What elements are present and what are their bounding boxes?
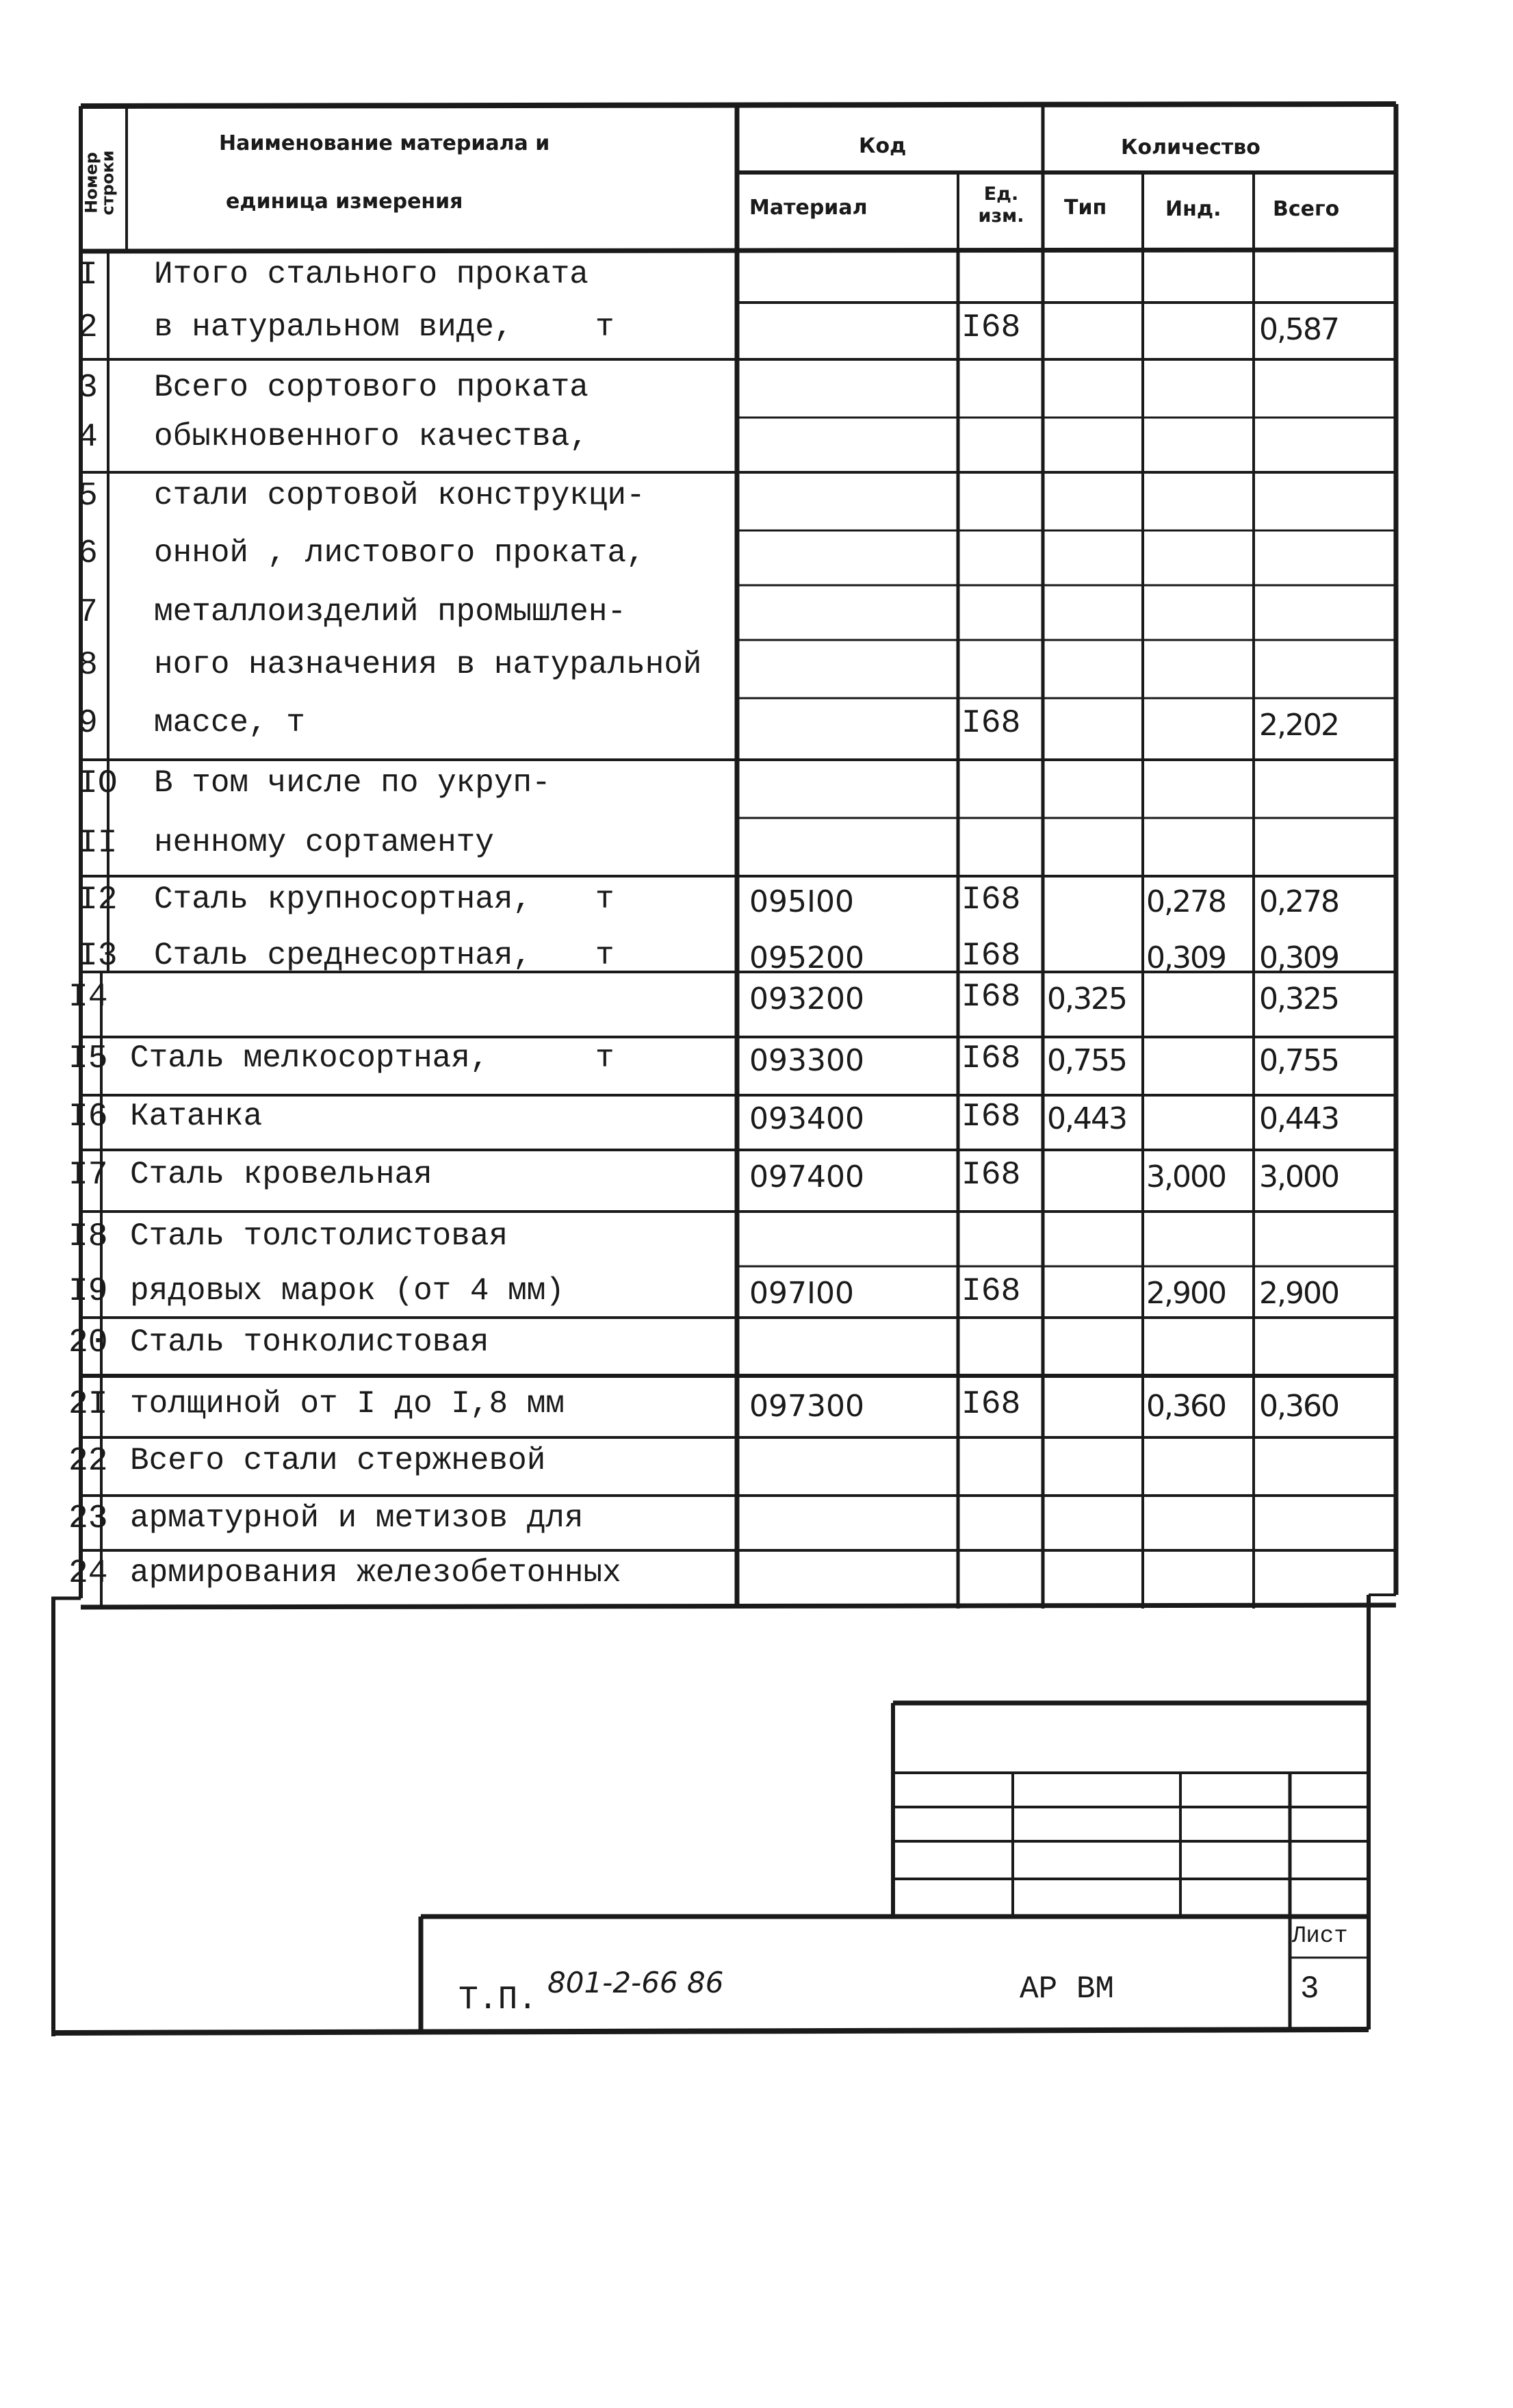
individual-quantity-header: Инд. [1165, 197, 1221, 221]
row-number: I3 [78, 938, 118, 975]
row-number: 22 [68, 1443, 108, 1480]
unit-mark: т [595, 882, 615, 917]
material-code: 095I00 [749, 884, 854, 919]
material-name: Всего сортового проката [154, 370, 589, 405]
unit-code: I68 [961, 1273, 1021, 1310]
code-header: Код [859, 134, 907, 158]
row-number: II [78, 825, 118, 862]
individual-quantity: 3,000 [1146, 1160, 1226, 1194]
material-name: массе, т [154, 705, 305, 741]
material-name: обыкновенного качества, [154, 419, 589, 454]
unit-code: I68 [961, 882, 1021, 919]
material-name: ного назначения в натуральной [154, 647, 702, 682]
material-name: в натуральном виде, [154, 309, 513, 345]
total-quantity: 2,202 [1259, 708, 1339, 743]
unit-code: I68 [961, 1040, 1021, 1077]
tp-number: 801-2-66 86 [547, 1966, 724, 1999]
row-number: 5 [78, 478, 98, 515]
material-code: 097300 [749, 1389, 864, 1424]
type-quantity: 0,755 [1047, 1043, 1126, 1078]
type-quantity-header: Тип [1064, 196, 1107, 220]
row-number: 6 [78, 535, 98, 572]
individual-quantity: 0,360 [1146, 1389, 1226, 1424]
row-number: I5 [68, 1040, 108, 1077]
material-name: арматурной и метизов для [130, 1500, 584, 1536]
material-code: 093200 [749, 982, 864, 1016]
material-name: рядовых марок (от 4 мм) [130, 1273, 565, 1309]
material-code: 093300 [749, 1043, 864, 1078]
row-number: 2I [68, 1386, 108, 1423]
row-number: I7 [68, 1157, 108, 1194]
unit-code: I68 [961, 1386, 1021, 1423]
total-quantity: 0,587 [1259, 312, 1339, 347]
material-name: стали сортовой конструкци- [154, 478, 645, 513]
row-number: 23 [68, 1500, 108, 1537]
unit-code: I68 [961, 938, 1021, 975]
row-number: I2 [78, 882, 118, 919]
tp-label: Т.П. [458, 1982, 538, 2019]
total-quantity-header: Всего [1273, 197, 1340, 221]
unit-mark: т [595, 938, 615, 973]
unit-code: I68 [961, 309, 1021, 346]
material-name: Сталь толстолистовая [130, 1218, 508, 1254]
material-code: 095200 [749, 940, 864, 975]
row-number-header: Номер строки [81, 150, 117, 216]
material-name: Всего стали стержневой [130, 1443, 546, 1478]
material-code: 093400 [749, 1101, 864, 1136]
material-name: Катанка [130, 1099, 263, 1134]
quantity-header: Количество [1121, 136, 1260, 159]
unit-code: I68 [961, 1157, 1021, 1194]
row-number: IO [78, 765, 118, 802]
row-number: 3 [78, 370, 98, 407]
material-name: ненному сортаменту [154, 825, 494, 860]
unit-code: I68 [961, 705, 1021, 742]
unit-code: I68 [961, 1099, 1021, 1136]
material-name: онной , листового проката, [154, 535, 645, 571]
total-quantity: 2,900 [1259, 1276, 1339, 1311]
material-code: 097I00 [749, 1276, 854, 1311]
total-quantity: 3,000 [1259, 1160, 1339, 1194]
individual-quantity: 2,900 [1146, 1276, 1226, 1311]
material-name: Сталь кровельная [130, 1157, 432, 1192]
row-number: I [78, 257, 98, 294]
material-name: Сталь мелкосортная, [130, 1040, 489, 1076]
material-name: толщиной от I до I,8 мм [130, 1386, 565, 1422]
unit-code-header: Ед. изм. [978, 183, 1024, 227]
row-number: 24 [68, 1555, 108, 1592]
total-quantity: 0,755 [1259, 1043, 1339, 1078]
row-number: I4 [68, 979, 108, 1016]
name-header-line1: Наименование материала и [219, 131, 550, 155]
row-number: 2 [78, 309, 98, 346]
total-quantity: 0,360 [1259, 1389, 1339, 1424]
row-number: 7 [78, 594, 98, 631]
material-name: В том числе по укруп- [154, 765, 551, 801]
sheet-number: 3 [1300, 1971, 1319, 2007]
row-number: 4 [78, 419, 98, 456]
type-quantity: 0,443 [1047, 1101, 1126, 1136]
unit-code: I68 [961, 979, 1021, 1016]
row-number: I6 [68, 1099, 108, 1136]
material-name: Сталь тонколистовая [130, 1324, 489, 1360]
name-header-line2: единица измерения [226, 190, 463, 214]
material-name: металлоизделий промышлен- [154, 594, 627, 630]
total-quantity: 0,325 [1259, 982, 1339, 1016]
row-number: 9 [78, 705, 98, 742]
row-number: 20 [68, 1324, 108, 1361]
material-name: армирования железобетонных [130, 1555, 621, 1591]
total-quantity: 0,278 [1259, 884, 1339, 919]
unit-mark: т [595, 1040, 615, 1076]
material-code-header: Материал [749, 196, 868, 220]
individual-quantity: 0,309 [1146, 940, 1226, 975]
total-quantity: 0,443 [1259, 1101, 1339, 1136]
type-quantity: 0,325 [1047, 982, 1126, 1016]
sheet-label: Лист [1292, 1923, 1348, 1949]
row-number: I8 [68, 1218, 108, 1255]
individual-quantity: 0,278 [1146, 884, 1226, 919]
material-name: Итого стального проката [154, 257, 589, 292]
row-number: I9 [68, 1273, 108, 1310]
row-number: 8 [78, 647, 98, 684]
document-code: АР ВМ [1020, 1971, 1115, 2007]
material-name: Сталь крупносортная, [154, 882, 532, 917]
material-code: 097400 [749, 1160, 864, 1194]
material-name: Сталь среднесортная, [154, 938, 532, 973]
unit-mark: т [595, 309, 615, 345]
total-quantity: 0,309 [1259, 940, 1339, 975]
